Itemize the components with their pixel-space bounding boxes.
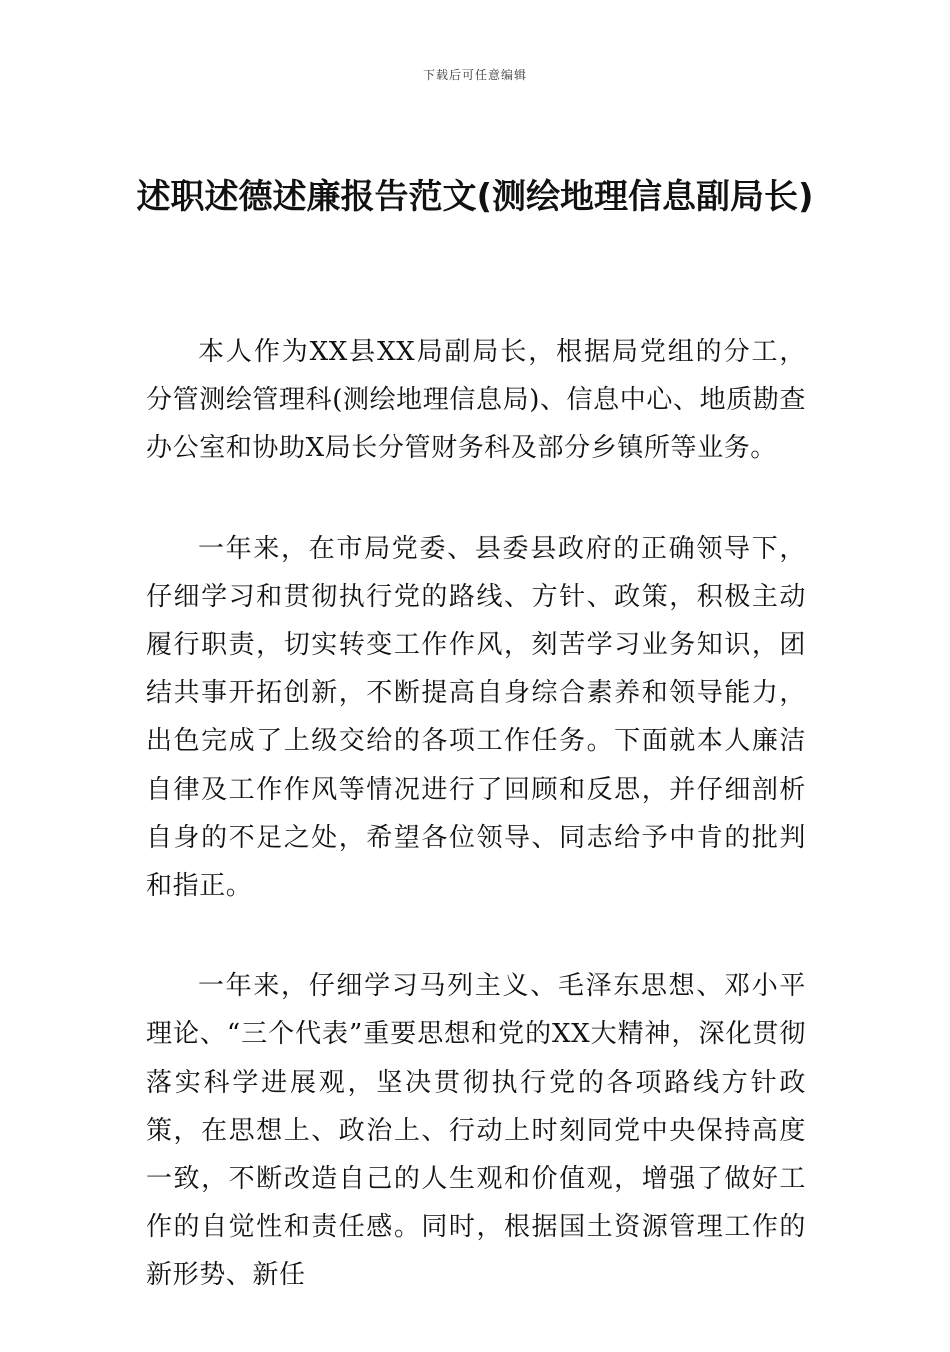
paragraph-2: 一年来，在市局党委、县委县政府的正确领导下，仔细学习和贯彻执行党的路线、方针、政策，积极主动履行职责，切实转变工作作风，刻苦学习业务知识，团结共事开拓创新，不断提高自身综合素养和领导能力，出色完成了上级交给的各项工作任务。下面就本人廉洁自律及工作作风等情况进行了回顾和反思，并仔细剖析自身的不足之处，希望各位领导、同志给予中肯的批判和指正。 [146,533,806,902]
paragraph-3: 一年来，仔细学习马列主义、毛泽东思想、邓小平理论、“三个代表”重要思想和党的XX大精神，深化贯彻落实科学进展观，坚决贯彻执行党的各项路线方针政策，在思想上、政治上、行动上时刻同党中央保持高度一致，不断改造自己的人生观和价值观，增强了做好工作的自觉性和责任感。同时，根据国土资源管理工作的新形势、新任 [146,971,806,1291]
document-title: 述职述德述廉报告范文(测绘地理信息副局长) [136,177,814,217]
document-body [146,328,806,1352]
header-note: 下载后可任意编辑 [422,68,527,82]
paragraph-1: 本人作为XX县XX局副局长，根据局党组的分工，分管测绘管理科(测绘地理信息局)、信息中心、地质勘查办公室和协助X局长分管财务科及部分乡镇所等业务。 [146,337,806,464]
